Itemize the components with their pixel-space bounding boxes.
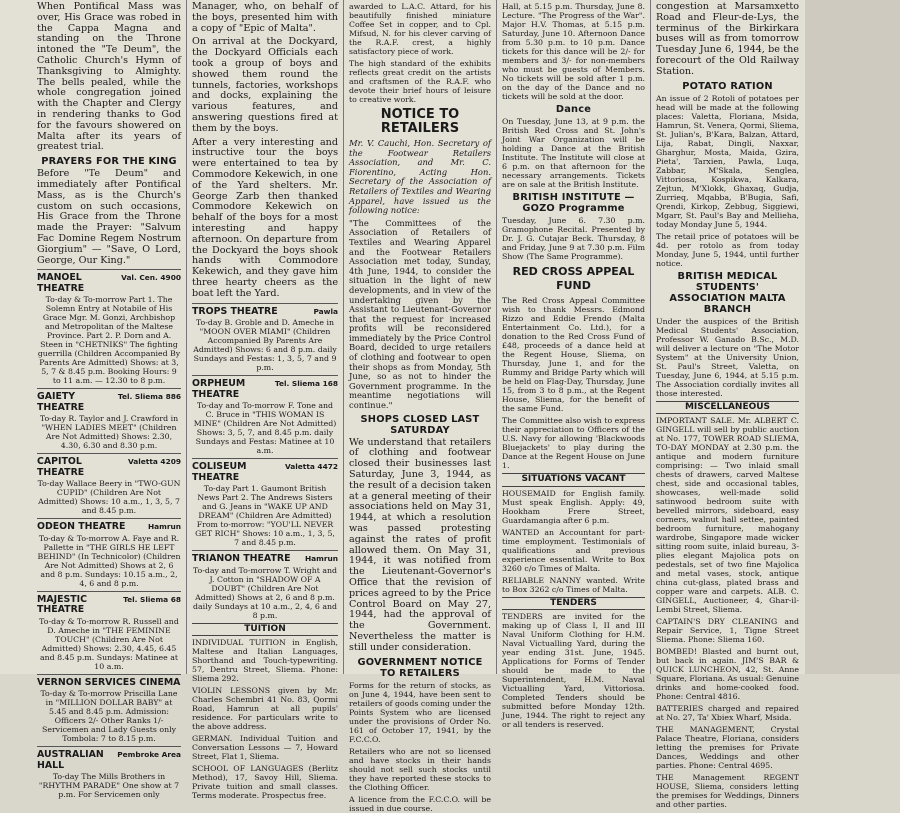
prayers-heading: PRAYERS FOR THE KING [41, 156, 177, 168]
trianon-theatre-heading: Hamrun TRIANON THEATRE [192, 553, 338, 565]
tuition-heading: TUITION [192, 623, 338, 637]
miscellaneous-heading: MISCELLANEOUS [656, 401, 799, 415]
government-notice-heading: GOVERNMENT NOTICE TO RETAILERS [357, 656, 483, 679]
column-1 [32, 0, 186, 800]
trops-theatre-heading: Pawla TROPS THEATRE [192, 305, 338, 317]
mass-article-text: When Pontifical Mass was over, His Grace was robed in the Cappa Magna and standing on the Throne intoned the "Te Deum", the Catholic Church's Hymn of Thanksgiving to Almighty. The bells pealed, while the whole congregation joined with the Chapter and Clergy in rendering thanks to God for the favours showered on Malta after its years of greatest trial. [37, 1, 181, 153]
column-4 [497, 0, 650, 730]
classified-ad: BOMBED! Blasted and burnt out, but back in again. JIM'S BAR & QUICK LUNCHEON, 42, St. Anne Square, Floriana. As usual: Genuine drinks and home-cooked food. Phone: Central 4816. [656, 647, 799, 702]
tuition-ad: INDIVIDUAL TUITION in English, Maltese and Italian Languages, Shorthand and Touch-typewriting. 57, Dentru Street, Sliema. Phone: Sliema 292. [192, 638, 338, 684]
tuition-ad: GERMAN. Individual Tuition and Conversation Lessons — 7, Howard Street, Flat 1, Sliema. [192, 734, 338, 762]
page-edge [805, 0, 900, 674]
gaiety-listing: To-day R. Taylor and J. Crawford in "WHEN LADIES MEET" (Children Are Not Admitted) Shows: 2.30, 4.30, 6.30 and 8.30 p.m. [39, 414, 179, 451]
dance-text: On Tuesday, June 13, at 9 p.m. the British Red Cross and St. John's Joint War Organization will be holding a Dance at the British Institute. The Institute will close at 6 p.m. on that afternoon for the necessary arrangements. Tickets are on sale at the British Institute. [502, 117, 645, 189]
trianon-listing: To-day and To-morrow T. Wright and J. Cotton in "SHADOW OF A DOUBT" (Children Are Not Admitted) Shows at 2, 6 and 8 p.m. daily Sundays at 10 a.m., 2, 4, 6 and 8 p.m. [192, 565, 338, 620]
potato-ration-heading: POTATO RATION [682, 80, 773, 92]
notice-to-retailers-heading: NOTICE TO RETAILERS [380, 107, 460, 136]
manoel-listing: To-day & To-morrow Part 1. The Solemn Entry at Notabile of His Grace Mgr. M. Gonzi, Archbishop and Metropolitan of the Maltese Province. Part 2. P. Dorn and A. Steen in "CHETNIKS" The fighting guerrilla (Children Accompanied By Parents Are Admitted) Shows: at 3, 5, 7 & 8.45 p.m. Booking Hours: 9 to 11 a.m. — 12.30 to 8 p.m. [37, 295, 181, 386]
coliseum-theatre-heading: Valetta 4472 COLISEUM THEATRE [192, 461, 338, 483]
tuition-ad: SCHOOL OF LANGUAGES (Berlitz Method), 17, Savoy Hill, Sliema. Private tuition and small classes. Terms moderate. Prospectus free. [192, 764, 338, 801]
government-notice-text-2: Retailers who are not so licensed and have stocks in their hands should not sell such stocks until they have reported these stocks to the Clothing Officer. [349, 746, 491, 792]
shops-closed-heading: SHOPS CLOSED LAST SATURDAY [360, 413, 480, 436]
tuition-ad: VIOLIN LESSONS given by Mr. Charles Schembri 41 No. 83, Qormi Road, Hamrun at all pupils' residence. For particulars write to the above address. [192, 686, 338, 732]
dockyard-text-3: After a very interesting and instructive tour the boys were entertained to tea by Commodore Kekewich, in one of the Yard shelters. Mr. George Zarb then thanked Commodore Kekewich on behalf of the boys for a most interesting and happy afternoon. On departure from the Dockyard the boys shook hands with Commodore Kekewich, and they gave him three hearty cheers as the boat left the Yard. [192, 136, 338, 299]
classified-ad: RELIABLE NANNY wanted. Write to Box 3262 c/o Times of Malta. [502, 575, 645, 594]
red-cross-text-2: The Committee also wish to express their appreciation to Officers of the U.S. Navy for allowing 'Blackwoods Bluejackets' to play during the Dance at the Regent House on June 1. [502, 416, 645, 470]
trops-listing: To-day B. Groble and D. Ameche in "MOON OVER MIAMI" (Children Accompanied By Parents Are Admitted) Shows: 6 and 8 p.m. daily Sundays and Festas: 1, 3, 5, 7 and 9 p.m. [193, 318, 337, 373]
gaiety-theatre-heading: Tel. Sliema 886 GAIETY THEATRE [37, 391, 181, 413]
classified-ad: HOUSEMAID for English family. Must speak English. Apply: 49, Hookham Frere Street, Guardamangia after 6 p.m. [502, 488, 645, 525]
potato-ration-text: An issue of 2 Rotoli of potatoes per head will be made at the following places: Valetta, Floriana, Msida, Hamrun, St. Venera, Qormi, Sliema, St. Julian's, B'Kara, Balzan, Attard, Lija, Rabat, Dingli, Naxxar, Gharghur, Mosta, Maida, Gzira, Pieta', Tarxien, Pawla, Luqa, Zabbar, M'Skala, Senglea, Vittoriosa, Kospikwa, Kalkara, Zejtun, M'Xlokk, Ghaxaq, Gudja, Zurrieq, Mqabba, B'Bugia, Safi, Qrendi, Kirkop, Zebbug, Siggiewi, Mgarr, St. Paul's Bay and Mellieha, today Monday June 5, 1944. [656, 93, 799, 229]
british-institute-gozo-heading: BRITISH INSTITUTE — GOZO Programme [512, 192, 635, 214]
column-5 [651, 0, 804, 810]
exhibition-text-1: awarded to L.A.C. Attard, for his beautifully finished miniature Coffee Set in copper, and to Cpl. Mifsud, N. for his clever carving of the R.A.F. crest, a highly satisfactory piece of work. [349, 2, 491, 56]
government-notice-text-3: A licence from the F.C.C.O. will be issued in due course. [349, 794, 491, 813]
classified-ad: BATTERIES charged and repaired at No. 27, Ta' Xbiex Wharf, Msida. [656, 704, 799, 723]
institute-programme-text: Hall, at 5.15 p.m. Thursday, June 8. Lecture. "The Progress of the War". Major H.V. Thomas, at 5.15 p.m. Saturday, June 10. Afternoon Dance from 5.30 p.m. to 10 p.m. Dance tickets for this dance will be 2/- for members and 3/- for non-members who must be guests of Members. No tickets will be sold after 1 p.m. on the day of the Dance and no tickets will be sold at the door. [502, 2, 645, 101]
capitol-listing: To-day Wallace Beery in "TWO-GUN CUPID" (Children Are Not Admitted) Shows: 10 a.m., 1, 3, 5, 7 and 8.45 p.m. [37, 479, 181, 516]
tenders-heading: TENDERS [502, 597, 645, 611]
bus-terminus-text: congestion at Marsamxetto Road and Fleur-de-Lys, the terminus of the Birkirkara buses will as from tomorrow Tuesday June 6, 1944, be the forecourt of the Old Railway Station. [656, 1, 799, 77]
situations-vacant-heading: SITUATIONS VACANT [502, 473, 645, 487]
classified-ad: IMPORTANT SALE. Mr. ALBERT C. GINGELL will sell by public auction at No. 177, TOWER ROAD SLIEMA, TO-DAY MONDAY at 2.30 p.m. the antique and modern furniture comprising: — Two inlaid small chests of drawers, carved Maltese chest, side and occasional tables, showcases, well-made solid satinwood bedroom suite with bevelled mirrors, sideboard, easy corners, walnut hall settee, painted bedroom furniture, mahogany wardrobe, Singapore made wicker sitting room suite, inlaid bureau, 3-plies elegant Majolica pots on pedestals, set of two fine Majolica and metal vases, stock, antique china cut-glass, plated brass and copper ware and carpets. ALB. C. GINGELL, Auctioneer, 4, Ghar-il-Lembi Street, Sliema. [656, 416, 799, 615]
coliseum-listing: To-day Part 1. Gaumont British News Part 2. The Andrews Sisters and G. Jeans in "WAKE UP AND DREAM" (Children Are Admitted) From to-morrow: "YOU'LL NEVER GET RICH" Shows: 10 a.m., 1, 3, 5, 7 and 8.45 p.m. [195, 484, 335, 548]
column-2 [187, 0, 343, 801]
manoel-theatre-heading: Val. Cen. 4900 MANOEL THEATRE [37, 272, 181, 294]
divider [37, 269, 181, 270]
prayers-text: Before "Te Deum" and immediately after Pontifical Mass, as is the Church's custom on such occasions, His Grace from the Throne made the Prayer: "Salvum Fac Domine Regem Nostrum Giorgium" — "Save, O Lord, George, Our King." [37, 168, 181, 266]
australian-listing: To-day The Mills Brothers in "RHYTHM PARADE" One show at 7 p.m. For Servicemen only [38, 772, 180, 800]
notice-intro: Mr. V. Cauchi, Hon. Secretary of the Footwear Retailers Association, and Mr. C. Fiorentino, Acting Hon. Secretary of the Association of Retailers of Textiles and Wearing Apparel, have issued us the following notice: [349, 138, 491, 216]
vernon-listing: To-day & To-morrow Priscilla Lane in "MILLION DOLLAR BABY" at 5.45 and 8.45 p.m. Admission: Officers 2/- Other Ranks 1/- Servicemen and Lady Guests only Tombola: 7 to 8.15 p.m. [40, 689, 178, 744]
odeon-theatre-heading: Hamrun ODEON THEATRE [37, 521, 181, 533]
classified-ad: WANTED an Accountant for part-time employment. Testimonials of qualifications and previous experience essential. Write to Box 3260 c/o Times of Malta. [502, 527, 645, 573]
majestic-theatre-heading: Tel. Sliema 68 MAJESTIC THEATRE [37, 593, 181, 616]
classified-ad: THE MANAGEMENT, Crystal Palace Theatre, Floriana, considers letting the premises for Private Dances, Weddings and other parties. Phone: Central 4695. [656, 725, 799, 771]
column-3 [344, 0, 496, 813]
potato-ration-text-2: The retail price of potatoes will be 4d. per rotolo as from today Monday, June 5, 1944, until further notice. [656, 231, 799, 268]
odeon-listing: To-day & To-morrow A. Faye and R. Pallette in "THE GIRLS HE LEFT BEHIND" (In Technicolor) (Children Are Not Admitted) Shows at 2, 6 and 8 p.m. Sundays: 10.15 a.m., 2, 4, 6 and 8 p.m. [37, 533, 181, 588]
dance-heading: Dance [555, 104, 592, 115]
notice-text: "The Committees of the Association of Retailers of Textiles and Wearing Apparel and the Footwear Retailers Association met today, Sunday, 4th June, 1944, to consider the situation in the light of new developments, and in view of the undertaking given by the Assistant to Lieutenant-Governor that the request for increased profits will be reconsidered immediately by the Price Control Board, decided to urge retailers of clothing and footwear to open their shops as from Monday, 5th June, so as not to hinder the Government programme. In the meantime negotiations will continue." [349, 217, 491, 411]
exhibition-text-2: The high standard of the exhibits reflects great credit on the artists and craftsmen of the R.A.F. who devote their brief hours of leisure to creative work. [349, 59, 491, 104]
tenders-text: TENDERS are invited for the making up of Class I, II and III Naval Uniform Clothing for H.M. Naval Victualling Yard, during the year ending 31st. June, 1945. Applications for Forms of Tender should be made to the Superintendent, H.M. Naval Victualling Yard, Vittoriosa. Completed Tenders should be submitted before Monday 12th. June, 1944. The right to reject any or all tenders is reserved. [502, 612, 645, 730]
classified-ad: THE Management REGENT HOUSE, Sliema, considers letting the premises for Weddings, Dinners and other parties. [656, 773, 799, 810]
bma-heading: BRITISH MEDICAL STUDENTS' ASSOCIATION MALTA BRANCH [669, 270, 786, 315]
government-notice-text: Forms for the return of stocks, as on June 4, 1944, have been sent to retailers of goods coming under the Points System who are licensed under the provisions of Order No. 161 of October 17, 1941, by the F.C.C.O. [349, 680, 491, 744]
dockyard-text-2: On arrival at the Dockyard, the Dockyard Officials each took a group of boys and showed them round the tunnels, factories, workshops and docks, explaining the various features, and answering questions fired at them by the boys. [192, 36, 338, 134]
shops-closed-text: We understand that retailers of clothing and footwear closed their businesses last Saturday, June 3, 1944, as the result of a decision taken at a general meeting of their associations held on May 31, 1944, at which a resolution was passed protesting against the rates of profit allowed them. On May 31, 1944, it was notified from the Lieutenant-Governor's Office that the revision of prices agreed to by the Price Control Board on May 27, 1944, had the approval of the Government. Nevertheless the matter is still under consideration. [349, 436, 491, 653]
bma-text: Under the auspices of the British Medical Students' Association, Professor W. Ganado B.Sc., M.D. will deliver a lecture on "The Motor System" at the University Union, St. Paul's Street, Valetta, on Tuesday, June 6, 1944, at 5.15 p.m. The Association cordially invites all those interested. [656, 316, 799, 398]
classified-ad: CAPTAIN'S DRY CLEANING and Repair Service, 1, Tigne Street Sliema. Phone: Sliema 160. [656, 617, 799, 645]
manoel-phone: Val. Cen. 4900 [121, 273, 181, 283]
majestic-listing: To-day & To-morrow R. Russell and D. Ameche in "THE FEMININE TOUCH" (Children Are Not Admitted) Shows: 2.30, 4.45, 6.45 and 8.45 p.m. Sundays: Matinee at 10 a.m. [39, 616, 179, 671]
orpheum-listing: To-day and To-morrow F. Tone and C. Bruce in "THIS WOMAN IS MINE" (Children Are Not Admitted) Shows: 3, 5, 7, and 8.45 p.m. daily Sundays and Festas: Matinee at 10 a.m. [193, 401, 337, 456]
vernon-cinema-heading: VERNON SERVICES CINEMA [37, 676, 181, 688]
australian-hall-heading: Pembroke Area AUSTRALIAN HALL [37, 749, 181, 771]
british-institute-gozo-text: Tuesday, June 6. 7.30 p.m. Gramophone Recital. Presented by Dr. J. G. Cutajar Beck. Thursday, 8 and Friday, June 9 at 7.30 p.m. Film Show (The Same Programme). [502, 216, 645, 261]
dockyard-text-1: Manager, who, on behalf of the boys, presented him with a copy of "Epic of Malta". [192, 1, 338, 34]
orpheum-theatre-heading: Tel. Sliema 168 ORPHEUM THEATRE [192, 378, 338, 400]
red-cross-text: The Red Cross Appeal Committee wish to thank Messrs. Edmond Rizzo and Eddie Frendo (Malta Entertainment Co. Ltd.), for a donation to the Red Cross Fund of £48, proceeds of a dance held at the Regent House, Sliema, on Thursday, June 1, and for the Rummy and Bridge Party which will be held on Flag-Day, Thursday, June 15, from 3 to 8 p.m., at the Regent House, Sliema, for the benefit of the same Fund. [502, 296, 645, 413]
capitol-theatre-heading: Valetta 4209 CAPITOL THEATRE [37, 456, 181, 478]
red-cross-heading: RED CROSS APPEAL FUND [512, 265, 635, 292]
